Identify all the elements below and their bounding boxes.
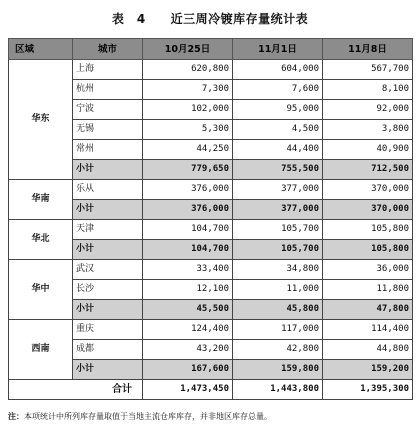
subtotal-value: 159,200 <box>323 360 413 380</box>
total-value: 1,443,800 <box>233 380 323 400</box>
header-date-2: 11月1日 <box>233 39 323 60</box>
total-value: 1,395,300 <box>323 380 413 400</box>
table-row <box>9 60 413 80</box>
inventory-table <box>8 38 413 400</box>
footnote-text: 本项统计中所列库存量取值于当地主流仓库库存，并非地区库存总量。 <box>24 412 272 421</box>
subtotal-value: 376,000 <box>143 200 233 220</box>
subtotal-value: 105,700 <box>233 240 323 260</box>
value-cell: 370,000 <box>323 180 413 200</box>
value-cell: 8,100 <box>323 80 413 100</box>
subtotal-value: 167,600 <box>143 360 233 380</box>
city-cell: 武汉 <box>73 260 143 280</box>
value-cell: 95,000 <box>233 100 323 120</box>
city-cell: 无锡 <box>73 120 143 140</box>
city-cell: 宁波 <box>73 100 143 120</box>
value-cell: 7,300 <box>143 80 233 100</box>
value-cell: 124,400 <box>143 320 233 340</box>
value-cell: 4,500 <box>233 120 323 140</box>
value-cell: 11,000 <box>233 280 323 300</box>
value-cell: 44,800 <box>323 340 413 360</box>
value-cell: 12,100 <box>143 280 233 300</box>
subtotal-value: 779,650 <box>143 160 233 180</box>
value-cell: 44,250 <box>143 140 233 160</box>
header-date-3: 11月8日 <box>323 39 413 60</box>
total-value: 1,473,450 <box>143 380 233 400</box>
region-cell: 西南 <box>9 320 73 380</box>
header-row <box>9 39 413 60</box>
city-cell: 杭州 <box>73 80 143 100</box>
value-cell: 7,600 <box>233 80 323 100</box>
header-city: 城市 <box>73 39 143 60</box>
value-cell: 117,000 <box>233 320 323 340</box>
total-row <box>9 380 413 400</box>
value-cell: 34,800 <box>233 260 323 280</box>
subtotal-value: 159,800 <box>233 360 323 380</box>
city-cell: 上海 <box>73 60 143 80</box>
region-cell: 华中 <box>9 260 73 320</box>
subtotal-value: 104,700 <box>143 240 233 260</box>
subtotal-label: 小计 <box>73 200 143 220</box>
value-cell: 105,700 <box>233 220 323 240</box>
city-cell: 天津 <box>73 220 143 240</box>
value-cell: 40,900 <box>323 140 413 160</box>
table-title: 表 4 近三周冷镀库存量统计表 <box>111 12 309 26</box>
value-cell: 3,800 <box>323 120 413 140</box>
city-cell: 成都 <box>73 340 143 360</box>
footnote <box>8 411 272 422</box>
header-region: 区域 <box>9 39 73 60</box>
table-row <box>9 320 413 340</box>
value-cell: 92,000 <box>323 100 413 120</box>
value-cell: 102,000 <box>143 100 233 120</box>
subtotal-value: 45,500 <box>143 300 233 320</box>
value-cell: 44,400 <box>233 140 323 160</box>
city-cell: 乐从 <box>73 180 143 200</box>
value-cell: 36,000 <box>323 260 413 280</box>
value-cell: 620,800 <box>143 60 233 80</box>
table-row <box>9 220 413 240</box>
value-cell: 11,800 <box>323 280 413 300</box>
subtotal-value: 105,800 <box>323 240 413 260</box>
subtotal-value: 45,800 <box>233 300 323 320</box>
value-cell: 114,400 <box>323 320 413 340</box>
value-cell: 376,000 <box>143 180 233 200</box>
value-cell: 104,700 <box>143 220 233 240</box>
subtotal-label: 小计 <box>73 300 143 320</box>
region-cell: 华东 <box>9 60 73 180</box>
value-cell: 42,800 <box>233 340 323 360</box>
value-cell: 5,300 <box>143 120 233 140</box>
subtotal-label: 小计 <box>73 240 143 260</box>
subtotal-label: 小计 <box>73 160 143 180</box>
subtotal-label: 小计 <box>73 360 143 380</box>
subtotal-value: 755,500 <box>233 160 323 180</box>
value-cell: 105,800 <box>323 220 413 240</box>
region-cell: 华北 <box>9 220 73 260</box>
header-date-1: 10月25日 <box>143 39 233 60</box>
subtotal-value: 370,000 <box>323 200 413 220</box>
value-cell: 33,400 <box>143 260 233 280</box>
table-row <box>9 260 413 280</box>
table-body <box>9 60 413 400</box>
value-cell: 567,700 <box>323 60 413 80</box>
footnote-prefix: 注： <box>8 412 24 421</box>
total-label: 合计 <box>9 380 143 400</box>
city-cell: 常州 <box>73 140 143 160</box>
city-cell: 重庆 <box>73 320 143 340</box>
subtotal-value: 712,500 <box>323 160 413 180</box>
subtotal-value: 47,800 <box>323 300 413 320</box>
table-row <box>9 180 413 200</box>
value-cell: 377,000 <box>233 180 323 200</box>
value-cell: 43,200 <box>143 340 233 360</box>
value-cell: 604,000 <box>233 60 323 80</box>
subtotal-value: 377,000 <box>233 200 323 220</box>
city-cell: 长沙 <box>73 280 143 300</box>
region-cell: 华南 <box>9 180 73 220</box>
